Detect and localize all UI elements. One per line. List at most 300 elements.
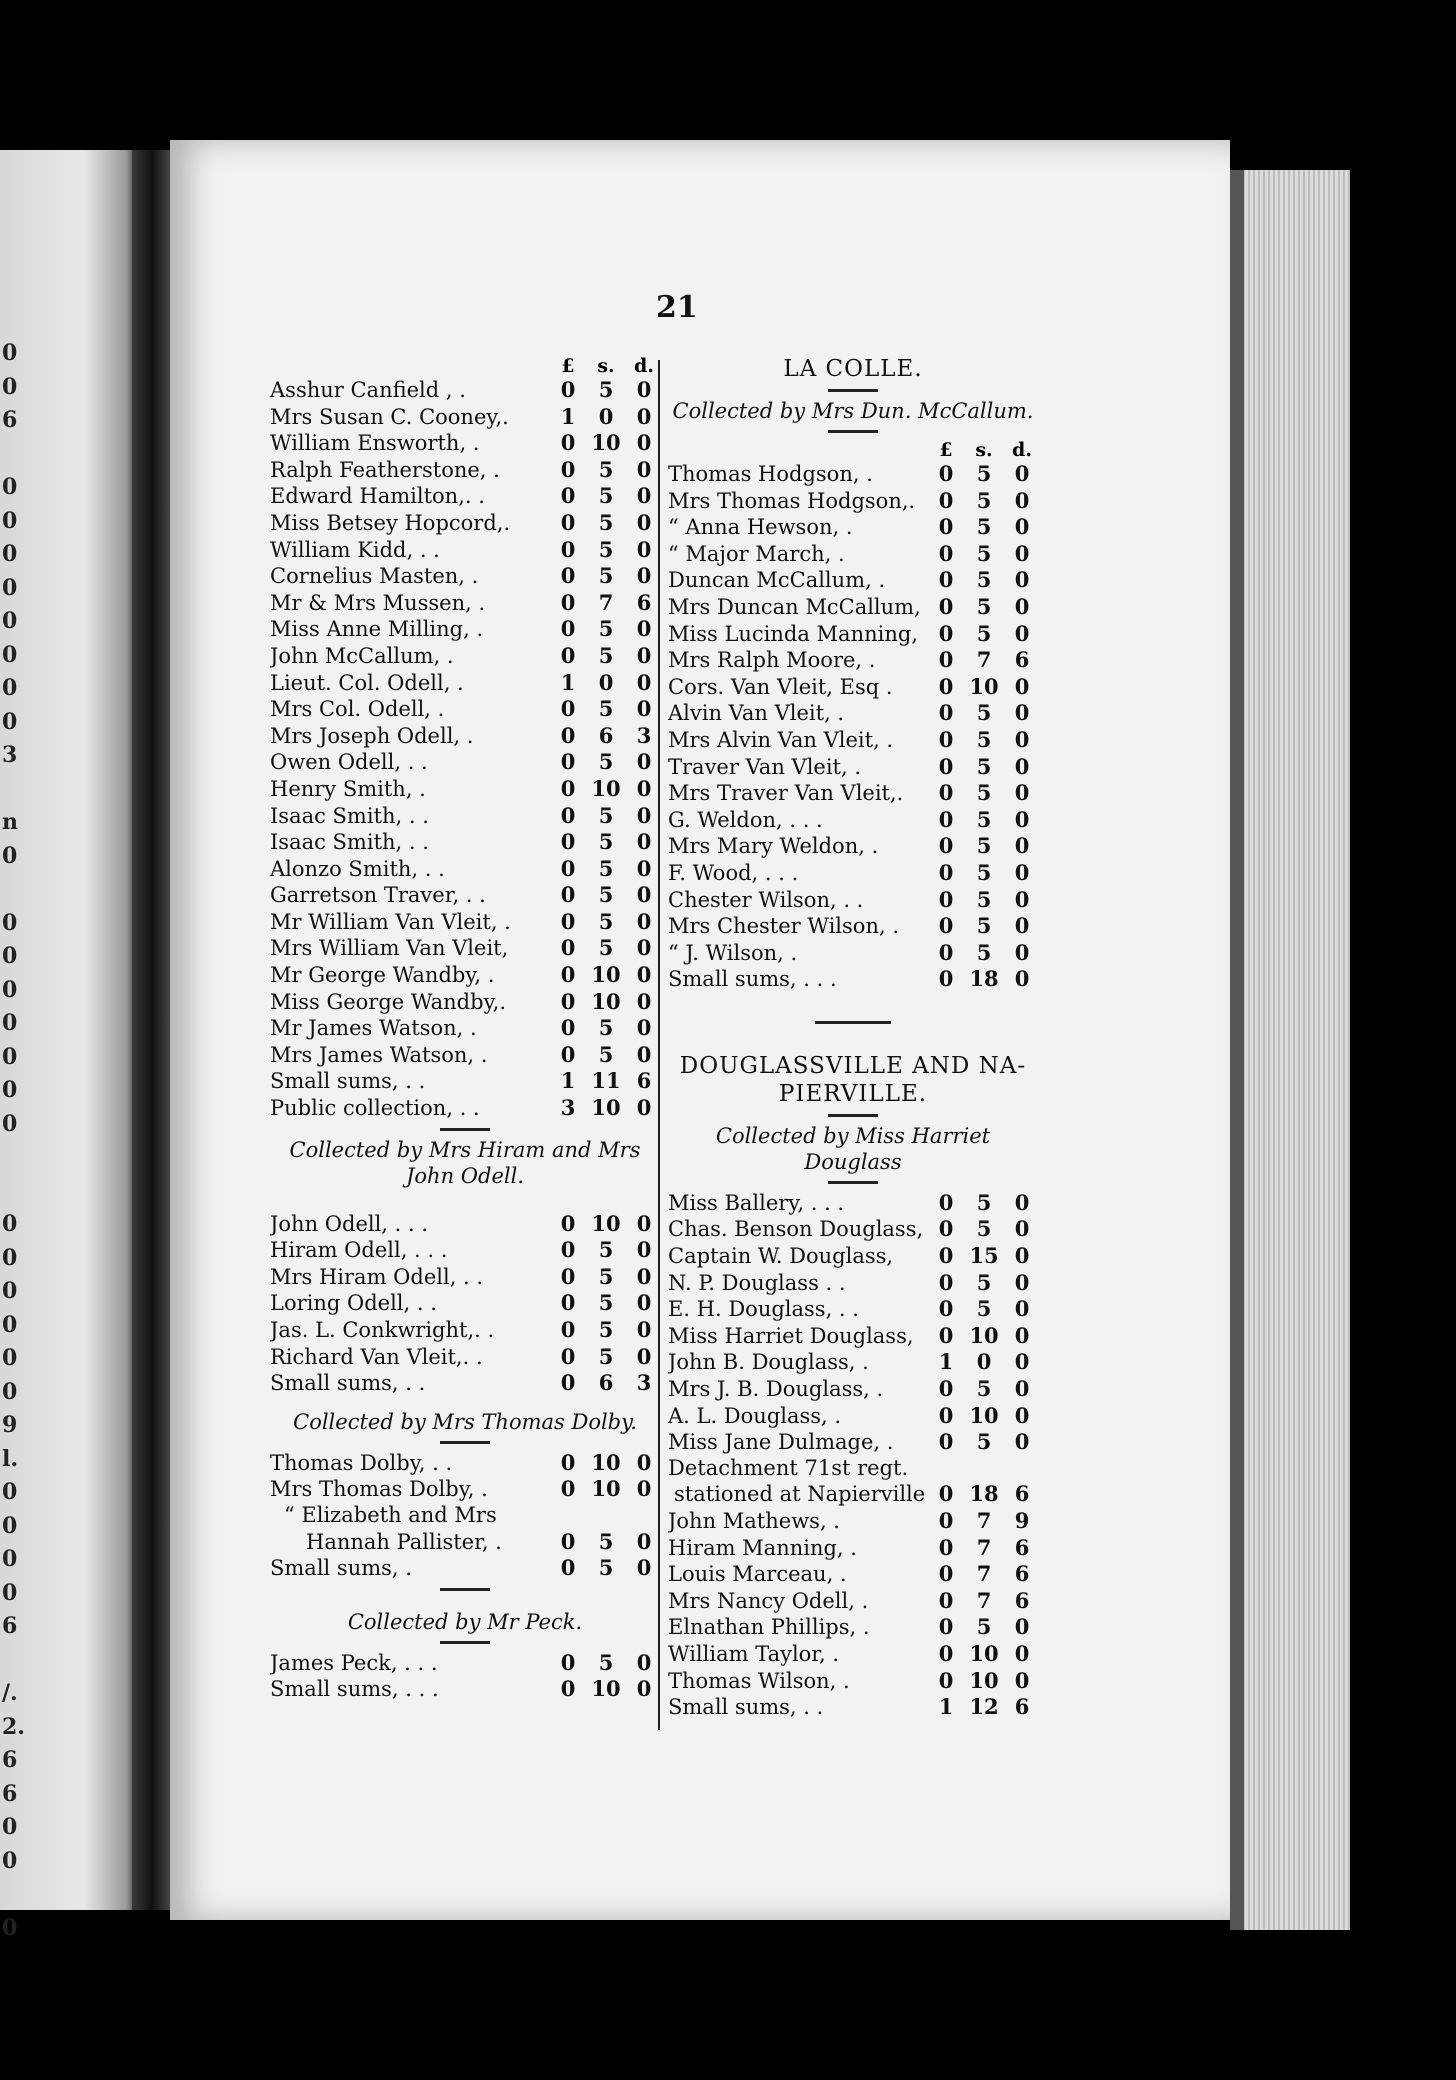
subscriber-entry (270, 510, 660, 537)
shillings-amount: 5 (598, 882, 614, 908)
shillings-amount: 7 (976, 1561, 992, 1587)
margin-fragment: 0 (2, 1211, 18, 1237)
shillings-amount: 5 (598, 536, 614, 562)
margin-fragment: 0 (2, 1010, 18, 1036)
section-rule (815, 1021, 891, 1024)
subscriber-entry (668, 1216, 1038, 1243)
margin-fragment: 0 (2, 708, 18, 735)
pounds-amount: 0 (560, 962, 576, 988)
pounds-amount: 0 (560, 1449, 576, 1475)
place-heading: LA COLLE. (783, 356, 923, 382)
shillings-amount: 5 (598, 509, 614, 535)
pounds-amount: 0 (560, 882, 576, 908)
pence-amount: 0 (1014, 1243, 1030, 1269)
shillings-amount: 5 (976, 1296, 992, 1322)
margin-fragment: 0 (2, 340, 18, 366)
subscriber-name: Miss Anne Milling, . (270, 617, 484, 642)
pounds-amount: 0 (560, 1555, 576, 1581)
subscriber-entry (270, 404, 660, 431)
subscriber-entry (270, 1042, 660, 1069)
pence-amount: 6 (1014, 1534, 1030, 1560)
pence-amount: 0 (636, 616, 652, 642)
shillings-amount: 10 (969, 1402, 999, 1428)
margin-fragment: 0 (2, 976, 18, 1003)
margin-fragment: 0 (2, 1814, 18, 1840)
subscriber-name: Loring Odell, . . (270, 1291, 437, 1316)
entry-name-first-line: “ Elizabeth and Mrs (284, 1502, 497, 1527)
subscriber-entry (270, 776, 660, 803)
pounds-amount: 0 (938, 1429, 954, 1455)
shillings-amount: 5 (598, 456, 614, 482)
shillings-amount: 5 (598, 1343, 614, 1369)
pence-amount: 0 (1014, 753, 1030, 779)
pounds-amount: 0 (560, 456, 576, 482)
pence-amount: 6 (1014, 1587, 1030, 1613)
pence-amount: 0 (1014, 780, 1030, 806)
subscriber-entry (668, 860, 1038, 887)
shillings-header: s. (975, 439, 993, 461)
subscriber-name: John Mathews, . (668, 1509, 840, 1533)
subscriber-entry (270, 537, 660, 564)
margin-fragment: 6 (2, 1780, 18, 1807)
pounds-amount: 0 (938, 620, 954, 646)
pounds-amount: 1 (560, 1068, 576, 1094)
subscriber-name: Lieut. Col. Odell, . (270, 670, 464, 695)
entry-name-first-line: Detachment 71st regt. (668, 1455, 909, 1480)
subscriber-entry (270, 1650, 660, 1677)
shillings-amount: 10 (591, 1676, 621, 1702)
subscriber-name: Mrs Thomas Hodgson,. (668, 488, 916, 513)
subscriber-name: Miss George Wandby,. (270, 989, 506, 1014)
subscriber-list (668, 1190, 1038, 1456)
subscriber-name: Small sums, . . . (668, 967, 837, 992)
subscriber-list (668, 1508, 1038, 1721)
pounds-amount: 0 (938, 1667, 954, 1693)
book-gutter (132, 150, 172, 1910)
subscriber-name: Small sums, . (270, 1556, 412, 1581)
shillings-amount: 6 (598, 1370, 614, 1396)
shillings-amount: 10 (969, 673, 999, 699)
subscriber-entry (270, 1068, 660, 1095)
margin-fragment: /. (2, 1680, 18, 1706)
subscriber-name: Thomas Dolby, . . (270, 1450, 453, 1475)
subscriber-name: Mr James Watson, . (270, 1016, 477, 1041)
subscriber-name: Isaac Smith, . . (270, 830, 429, 855)
pence-amount: 0 (636, 1528, 652, 1554)
subscriber-name: Mrs Chester Wilson, . (668, 914, 899, 939)
shillings-amount: 5 (598, 855, 614, 881)
shillings-amount: 5 (976, 753, 992, 779)
pence-header: d. (1012, 439, 1032, 461)
subscriber-name: Mrs Mary Weldon, . (668, 834, 879, 859)
subscriber-entry (668, 807, 1038, 834)
pounds-amount: 0 (560, 589, 576, 615)
subscriber-name: Miss Betsey Hopcord,. (270, 510, 511, 535)
subscriber-name: A. L. Douglass, . (668, 1403, 842, 1428)
currency-header (668, 439, 1038, 461)
pounds-amount: 0 (938, 1614, 954, 1640)
pounds-amount: 0 (560, 1290, 576, 1316)
pounds-amount: 0 (938, 514, 954, 540)
subscriber-entry (668, 461, 1038, 488)
pounds-amount: 0 (560, 1317, 576, 1342)
pounds-amount: 0 (938, 1640, 954, 1666)
subscriber-entry (270, 1450, 660, 1477)
subscriber-name: Mrs Thomas Dolby, . (270, 1477, 488, 1502)
pounds-amount: 0 (560, 988, 576, 1014)
pence-amount: 9 (1014, 1508, 1030, 1533)
pounds-amount: 0 (938, 1322, 954, 1348)
subscriber-list (270, 1650, 660, 1703)
subscriber-entry (668, 754, 1038, 781)
shillings-amount: 10 (969, 1640, 999, 1666)
subscriber-entry (270, 563, 660, 590)
pounds-amount: 0 (938, 1296, 954, 1322)
subscriber-entry (270, 616, 660, 643)
subscriber-entry (668, 833, 1038, 860)
subscriber-name: Small sums, . . (668, 1695, 824, 1720)
section-heading-continued: John Odell. (406, 1163, 524, 1188)
shillings-amount: 5 (598, 642, 614, 668)
subscriber-entry (668, 727, 1038, 754)
subscriber-entry (270, 723, 660, 750)
subscriber-entry (270, 1237, 660, 1264)
pounds-amount: 0 (938, 647, 954, 673)
subscriber-entry (668, 1190, 1038, 1217)
subscriber-name: Richard Van Vleit,. . (270, 1344, 483, 1369)
subscriber-name: Mrs Susan C. Cooney,. (270, 404, 509, 429)
shillings-amount: 0 (598, 669, 614, 695)
pence-amount: 0 (1014, 966, 1030, 992)
subscriber-name: Mrs J. B. Douglass, . (668, 1377, 884, 1402)
pence-amount: 0 (1014, 673, 1030, 699)
shillings-amount: 5 (598, 1263, 614, 1289)
margin-fragment: 2. (2, 1713, 25, 1740)
subscriber-entry (270, 909, 660, 936)
pounds-amount: 0 (560, 908, 576, 934)
subscriber-name: Thomas Hodgson, . (668, 462, 873, 486)
subscriber-name: Thomas Wilson, . (668, 1668, 850, 1693)
margin-fragment: 0 (2, 1278, 18, 1304)
shillings-amount: 5 (976, 780, 992, 806)
pounds-amount: 0 (560, 430, 576, 456)
pence-amount: 0 (1014, 1614, 1030, 1640)
pence-amount: 0 (636, 377, 652, 402)
place-heading-continued: PIERVILLE. (778, 1080, 928, 1107)
shillings-amount: 5 (976, 1269, 992, 1295)
subscriber-entry (668, 940, 1038, 967)
pence-amount: 0 (1014, 806, 1030, 832)
subscriber-entry (668, 594, 1038, 621)
pounds-amount: 0 (560, 775, 576, 801)
pence-amount: 0 (636, 855, 652, 881)
shillings-amount: 10 (969, 1667, 999, 1693)
subscriber-entry (668, 1614, 1038, 1641)
subscriber-name: Chas. Benson Douglass, (668, 1217, 924, 1242)
subscriber-name: Cors. Van Vleit, Esq . (668, 674, 893, 699)
shillings-amount: 5 (598, 1041, 614, 1067)
pounds-amount: 0 (560, 829, 576, 855)
pounds-amount: 0 (560, 509, 576, 535)
shillings-amount: 7 (976, 1534, 992, 1560)
shillings-amount: 10 (591, 1095, 621, 1121)
pence-amount: 0 (636, 1676, 652, 1702)
pounds-amount: 0 (938, 1189, 954, 1215)
subscriber-entry (668, 1376, 1038, 1403)
pence-amount: 0 (636, 1649, 652, 1675)
subscriber-name: Elnathan Phillips, . (668, 1615, 870, 1640)
pounds-amount: 0 (560, 1370, 576, 1396)
pence-amount: 0 (1014, 1640, 1030, 1666)
subscriber-name: Alonzo Smith, . . (270, 856, 445, 881)
subscriber-name: Mrs Joseph Odell, . (270, 723, 474, 748)
subscriber-name: James Peck, . . . (270, 1650, 438, 1675)
margin-fragment: 0 (2, 1579, 18, 1606)
pence-amount: 0 (636, 696, 652, 722)
pence-amount: 6 (1014, 1481, 1030, 1507)
subscriber-name: Owen Odell, . . (270, 750, 428, 775)
subscriber-entry (668, 1429, 1038, 1456)
shillings-amount: 11 (591, 1068, 621, 1094)
pence-amount: 0 (636, 829, 652, 855)
pence-amount: 0 (636, 509, 652, 535)
pence-amount: 0 (1014, 833, 1030, 859)
subscriber-entry (270, 1015, 660, 1042)
pounds-amount: 0 (938, 593, 954, 619)
pounds-amount: 0 (938, 753, 954, 779)
pounds-amount: 0 (560, 1210, 576, 1236)
pence-amount: 0 (636, 483, 652, 509)
subscriber-name: Duncan McCallum, . (668, 568, 886, 593)
margin-fragment: 0 (2, 1110, 18, 1137)
pence-amount: 0 (1014, 1667, 1030, 1693)
shillings-amount: 5 (976, 1614, 992, 1640)
shillings-amount: 5 (976, 620, 992, 646)
pence-amount: 6 (1014, 647, 1030, 673)
subscriber-name: John B. Douglass, . (668, 1350, 869, 1375)
place-heading: DOUGLASSVILLE AND NA- (679, 1052, 1027, 1079)
subscriber-list (270, 1450, 660, 1503)
subscriber-entry (668, 700, 1038, 727)
subscriber-entry (668, 1323, 1038, 1350)
subscriber-name: Small sums, . . (270, 1371, 426, 1396)
subscriber-name: Hiram Manning, . (668, 1535, 857, 1560)
pence-amount: 6 (1014, 1561, 1030, 1587)
shillings-amount: 7 (976, 1587, 992, 1613)
subscriber-entry (270, 856, 660, 883)
subscriber-entry (668, 1270, 1038, 1297)
pounds-amount: 0 (560, 935, 576, 961)
pounds-amount: 0 (938, 1561, 954, 1587)
margin-fragment: l. (2, 1445, 19, 1472)
pounds-amount: 0 (560, 642, 576, 668)
subscriber-name: Public collection, . . (270, 1096, 480, 1121)
margin-fragment: 0 (2, 1914, 18, 1941)
subscriber-name: “ J. Wilson, . (668, 940, 798, 965)
pence-amount: 0 (636, 536, 652, 562)
subscriber-entry (270, 670, 660, 697)
pounds-amount: 0 (938, 540, 954, 566)
pence-amount: 0 (1014, 726, 1030, 752)
pounds-amount: 0 (560, 1237, 576, 1263)
subscriber-name: Mrs William Van Vleit, (270, 936, 509, 961)
shillings-amount: 5 (976, 939, 992, 965)
subscriber-entry (270, 430, 660, 457)
subscriber-entry (668, 966, 1038, 993)
subscriber-entry (668, 488, 1038, 515)
shillings-amount: 5 (976, 461, 992, 486)
subscriber-entry (270, 803, 660, 830)
pounds-amount: 0 (560, 377, 576, 402)
pounds-amount: 0 (560, 696, 576, 722)
shillings-amount: 18 (969, 966, 999, 992)
pounds-amount: 0 (560, 616, 576, 642)
pounds-amount: 0 (560, 1343, 576, 1369)
pence-amount: 0 (636, 1317, 652, 1342)
shillings-amount: 10 (591, 430, 621, 456)
shillings-amount: 7 (976, 647, 992, 673)
shillings-amount: 5 (598, 935, 614, 961)
pence-amount: 0 (636, 802, 652, 828)
pounds-amount: 0 (938, 780, 954, 806)
pence-amount: 0 (636, 642, 652, 668)
subscriber-name: G. Weldon, . . . (668, 807, 823, 832)
subscriber-name: William Ensworth, . (270, 431, 480, 456)
margin-fragment: 0 (2, 1077, 18, 1103)
subscriber-entry (668, 647, 1038, 674)
pounds-amount: 0 (938, 939, 954, 965)
pounds-amount: 3 (560, 1095, 576, 1121)
pounds-amount: 0 (560, 749, 576, 775)
subscriber-name: Mrs Alvin Van Vleit, . (668, 727, 894, 752)
section-rule (828, 430, 878, 433)
subscriber-entry (668, 1403, 1038, 1430)
margin-fragment: 0 (2, 507, 18, 534)
subscriber-entry (668, 1641, 1038, 1668)
pounds-amount: 1 (560, 669, 576, 695)
pence-amount: 0 (636, 1449, 652, 1475)
pence-amount: 0 (636, 988, 652, 1014)
subscriber-name: Chester Wilson, . . (668, 887, 864, 912)
pence-amount: 0 (1014, 939, 1030, 965)
margin-fragment: 0 (2, 608, 18, 634)
subscriber-name: Ralph Featherstone, . (270, 457, 500, 482)
subscriber-entry (270, 989, 660, 1016)
pence-amount: 0 (636, 1015, 652, 1041)
subscriber-entry (270, 1344, 660, 1371)
section-rule (828, 389, 878, 392)
margin-fragment: 0 (2, 1244, 18, 1271)
shillings-header: s. (597, 355, 615, 377)
subscriber-name: Garretson Traver, . . (270, 883, 486, 908)
subscriber-entry (270, 483, 660, 510)
subscriber-name: Captain W. Douglass, (668, 1244, 894, 1269)
margin-fragment: 0 (2, 1311, 18, 1338)
pence-amount: 0 (636, 775, 652, 801)
shillings-amount: 5 (598, 563, 614, 589)
shillings-amount: 5 (976, 700, 992, 726)
subscriber-name: John McCallum, . (270, 643, 454, 668)
margin-fragment: 0 (2, 1043, 18, 1070)
shillings-amount: 18 (969, 1481, 999, 1507)
subscriber-entry (270, 1555, 660, 1582)
margin-fragment: 6 (2, 407, 18, 433)
pounds-amount: 0 (938, 859, 954, 885)
subscriber-name: Isaac Smith, . . (270, 803, 429, 828)
shillings-amount: 5 (598, 1528, 614, 1554)
shillings-amount: 5 (976, 806, 992, 832)
pence-amount: 0 (1014, 1349, 1030, 1375)
shillings-amount: 5 (598, 908, 614, 934)
shillings-amount: 5 (976, 886, 992, 912)
subscriber-entry (270, 1290, 660, 1317)
shillings-amount: 5 (976, 593, 992, 619)
pence-amount: 6 (636, 1068, 652, 1094)
shillings-amount: 15 (969, 1243, 999, 1269)
subscriber-name: E. H. Douglass, . . (668, 1297, 859, 1322)
pence-amount: 0 (1014, 1296, 1030, 1322)
pounds-amount: 0 (560, 1041, 576, 1067)
pence-amount: 0 (636, 1263, 652, 1289)
subscriber-name: Mrs James Watson, . (270, 1042, 488, 1067)
pence-amount: 0 (1014, 620, 1030, 646)
margin-fragment: 0 (2, 943, 18, 969)
subscriber-name: Traver Van Vleit, . (668, 754, 862, 779)
subscriber-name: Mr & Mrs Mussen, . (270, 590, 486, 615)
shillings-amount: 5 (598, 749, 614, 775)
section-rule (440, 1588, 490, 1591)
subscriber-name: Hannah Pallister, . (306, 1529, 502, 1554)
subscriber-entry (668, 621, 1038, 648)
shillings-amount: 5 (976, 487, 992, 513)
pence-amount: 0 (1014, 1189, 1030, 1215)
subscriber-name: Edward Hamilton,. . (270, 484, 485, 509)
margin-fragment: 0 (2, 641, 18, 668)
subscriber-name: William Kidd, . . (270, 537, 440, 562)
pounds-amount: 0 (560, 483, 576, 509)
pounds-amount: 0 (938, 1481, 954, 1507)
section-heading: Collected by Mr Peck. (347, 1609, 583, 1634)
subscriber-entry (668, 1508, 1038, 1535)
shillings-amount: 5 (598, 1237, 614, 1263)
pence-amount: 0 (636, 1210, 652, 1236)
shillings-amount: 5 (976, 1429, 992, 1455)
shillings-amount: 0 (976, 1349, 992, 1375)
pence-amount: 6 (636, 589, 652, 615)
shillings-amount: 10 (591, 962, 621, 988)
pence-amount: 0 (1014, 567, 1030, 593)
margin-fragment: 0 (2, 1345, 18, 1371)
subscriber-name: Mrs Traver Van Vleit,. (668, 781, 904, 806)
pounds-amount: 0 (560, 1015, 576, 1041)
page-fore-edge (1230, 170, 1350, 1930)
subscriber-entry (270, 829, 660, 856)
shillings-amount: 5 (976, 514, 992, 540)
subscriber-entry (270, 590, 660, 617)
subscriber-name: Cornelius Masten, . (270, 564, 479, 589)
subscriber-name: Mr William Van Vleit, . (270, 909, 511, 934)
pounds-amount: 0 (938, 1508, 954, 1533)
pence-amount: 0 (636, 1095, 652, 1121)
margin-fragment: 0 (2, 1479, 18, 1505)
subscriber-entry (668, 780, 1038, 807)
shillings-amount: 5 (598, 802, 614, 828)
subscriber-entry (270, 1476, 660, 1503)
pounds-amount: 0 (938, 673, 954, 699)
subscriber-entry (668, 1243, 1038, 1270)
margin-fragment: 0 (2, 1847, 18, 1874)
subscriber-list (668, 461, 1038, 993)
